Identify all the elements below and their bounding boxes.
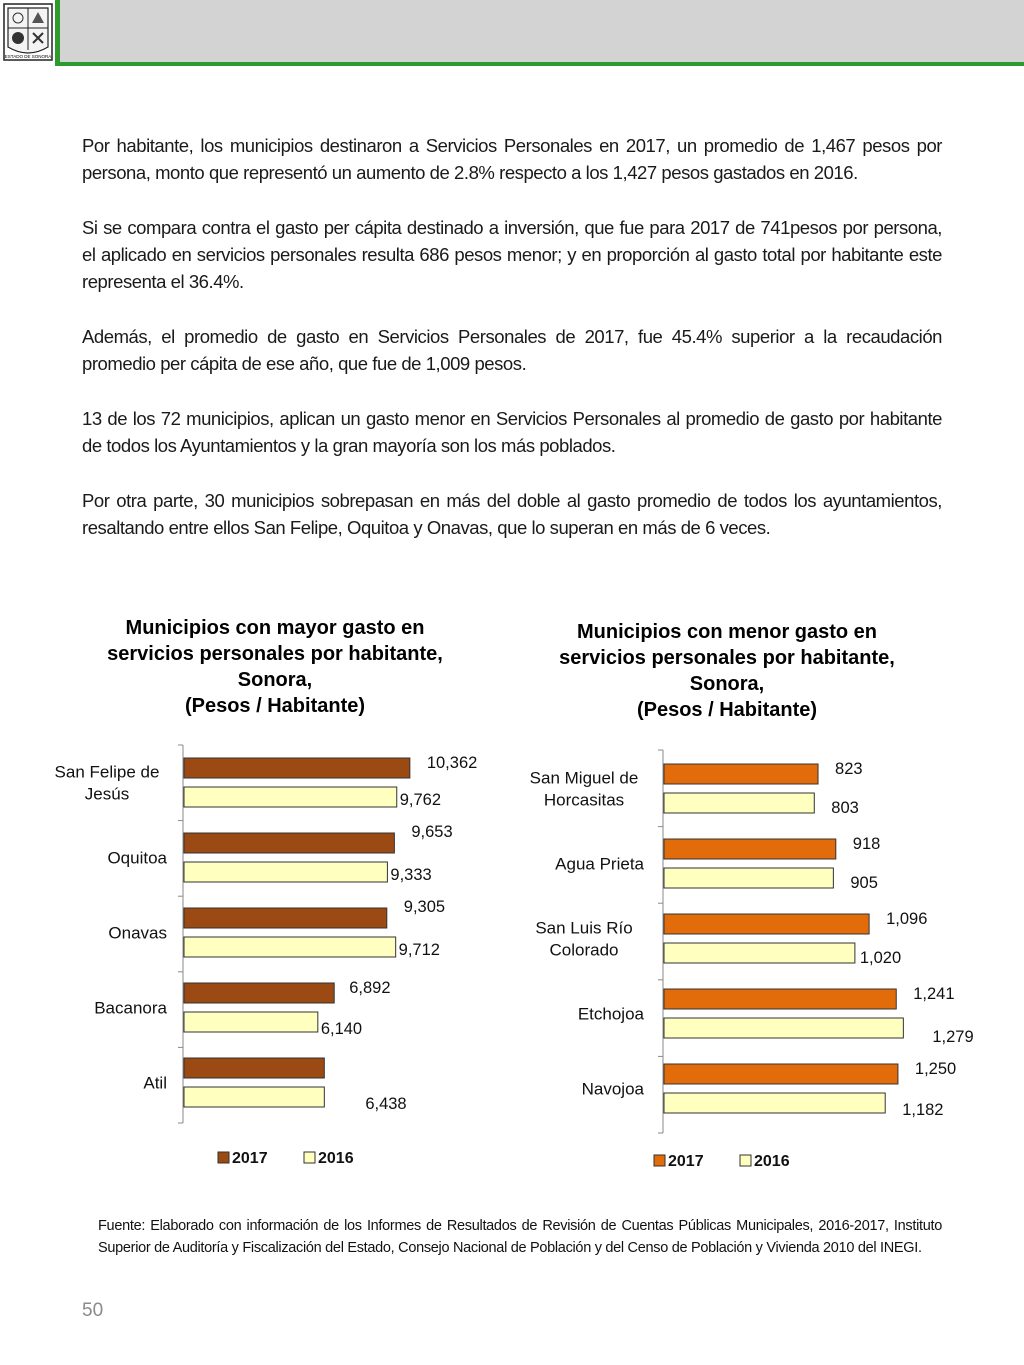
data-label: 1,250 [914, 1060, 957, 1078]
data-label: 6,892 [349, 979, 391, 997]
chart-title-line: (Pesos / Habitante) [636, 699, 818, 721]
category-label: San Felipe de [54, 762, 160, 782]
bar-2017 [184, 983, 334, 1003]
chart-title-line: servicios personales por habitante, [107, 643, 443, 665]
bar-chart-mayor [0, 730, 512, 1190]
legend-label: 2017 [232, 1150, 268, 1167]
category-label: Agua Prieta [555, 854, 644, 874]
bar-2017 [664, 1064, 898, 1084]
coat-of-arms-icon [3, 3, 53, 61]
paragraph: 13 de los 72 municipios, aplican un gasto menor en Servicios Personales al promedio de gasto por habitante de todos los Ayuntamientos y la gran mayoría son los más poblados. [82, 408, 942, 456]
bar-2016 [184, 937, 396, 957]
data-label: 803 [831, 799, 859, 817]
chart-title-line: Municipios con mayor gasto en [125, 617, 425, 639]
page-number: 50 [82, 1300, 104, 1321]
category-label: Horcasitas [543, 790, 625, 810]
data-label: 9,305 [403, 898, 446, 916]
paragraph: Además, el promedio de gasto en Servicios Personales de 2017, fue 45.4% superior a la recaudación promedio per cápita de ese año, que fue de 1,009 pesos. [82, 326, 942, 374]
bar-2016 [664, 793, 814, 813]
chart-title-line: Sonora, [237, 669, 313, 691]
data-label: 9,653 [411, 823, 453, 841]
bar-2016 [664, 1093, 885, 1113]
bar-2017 [184, 908, 387, 928]
paragraph: Por habitante, los municipios destinaron a Servicios Personales en 2017, un promedio de 1,467 pesos por persona, monto que representó un aumento de 2.8% respecto a los 1,427 pesos gastados en 2016. [82, 135, 942, 183]
bar-2017 [184, 758, 410, 778]
chart-title-mayor [60, 615, 490, 719]
data-label: 9,712 [398, 941, 440, 959]
chart-title-line: servicios personales por habitante, [559, 647, 895, 669]
legend-swatch-2016 [740, 1155, 751, 1166]
chart-title-line: (Pesos / Habitante) [184, 695, 366, 717]
bar-2016 [664, 1018, 903, 1038]
data-label: 10,362 [426, 754, 478, 772]
bar-2017 [664, 764, 818, 784]
source-note: Fuente: Elaborado con información de los Informes de Resultados de Revisión de Cuentas Públicas Municipales, 2016-2017, Instituto Superior de Auditoría y Fiscalización del Estado, Consejo Nacional de Población y del Censo de Población y Vivienda 2010 del INEGI. [98, 1218, 942, 1256]
data-label: 918 [852, 835, 881, 853]
bar-2016 [184, 787, 397, 807]
chart-title-line: Sonora, [689, 673, 765, 695]
legend-label: 2016 [318, 1150, 354, 1167]
logo [0, 0, 60, 66]
header-bar [0, 0, 1024, 66]
category-label: Bacanora [94, 998, 167, 1018]
paragraph: Si se compara contra el gasto per cápita destinado a inversión, que fue para 2017 de 741pesos por persona, el aplicado en servicios personales resulta 686 pesos menor; y en proporción al gasto total por habitante este representa el 36.4%. [82, 217, 942, 292]
legend-swatch-2017 [218, 1152, 229, 1163]
legend-label: 2017 [668, 1153, 704, 1170]
bar-2017 [664, 839, 836, 859]
logo-text: ESTADO DE SONORA [4, 54, 52, 59]
data-label: 6,438 [365, 1095, 407, 1113]
category-label: Onavas [108, 923, 167, 943]
category-label: Oquitoa [107, 848, 167, 868]
chart-title-menor [512, 619, 942, 723]
legend-swatch-2017 [654, 1155, 665, 1166]
category-label: Etchojoa [577, 1004, 644, 1024]
category-label: Atil [143, 1073, 167, 1093]
category-label: San Luis Río [535, 918, 633, 938]
data-label: 1,241 [913, 985, 955, 1003]
category-label: Navojoa [581, 1079, 644, 1099]
bar-2017 [664, 989, 896, 1009]
data-label: 1,020 [859, 949, 902, 967]
category-label: San Miguel de [529, 768, 639, 788]
legend-label: 2016 [754, 1153, 790, 1170]
bar-2016 [664, 943, 855, 963]
data-label: 1,096 [886, 910, 928, 928]
data-label: 6,140 [320, 1020, 363, 1038]
bar-2016 [184, 1087, 324, 1107]
bar-2017 [184, 833, 394, 853]
bar-2016 [184, 862, 387, 882]
data-label: 1,182 [902, 1101, 944, 1119]
data-label: 905 [850, 874, 878, 892]
data-label: 9,333 [390, 866, 432, 884]
data-label: 823 [835, 760, 863, 778]
bar-2016 [664, 868, 833, 888]
bar-chart-menor [512, 730, 1024, 1190]
category-label: Colorado [549, 940, 619, 960]
bar-2017 [664, 914, 869, 934]
legend-swatch-2016 [304, 1152, 315, 1163]
category-label: Jesús [84, 784, 130, 804]
paragraph: Por otra parte, 30 municipios sobrepasan en más del doble al gasto promedio de todos los ayuntamientos, resaltando entre ellos San Felipe, Oquitoa y Onavas, que lo superan en más de 6 veces. [82, 490, 942, 538]
data-label: 9,762 [399, 791, 442, 809]
bar-2016 [184, 1012, 318, 1032]
data-label: 1,279 [932, 1028, 974, 1046]
chart-title-line: Municipios con menor gasto en [576, 621, 878, 643]
bar-2017 [184, 1058, 324, 1078]
